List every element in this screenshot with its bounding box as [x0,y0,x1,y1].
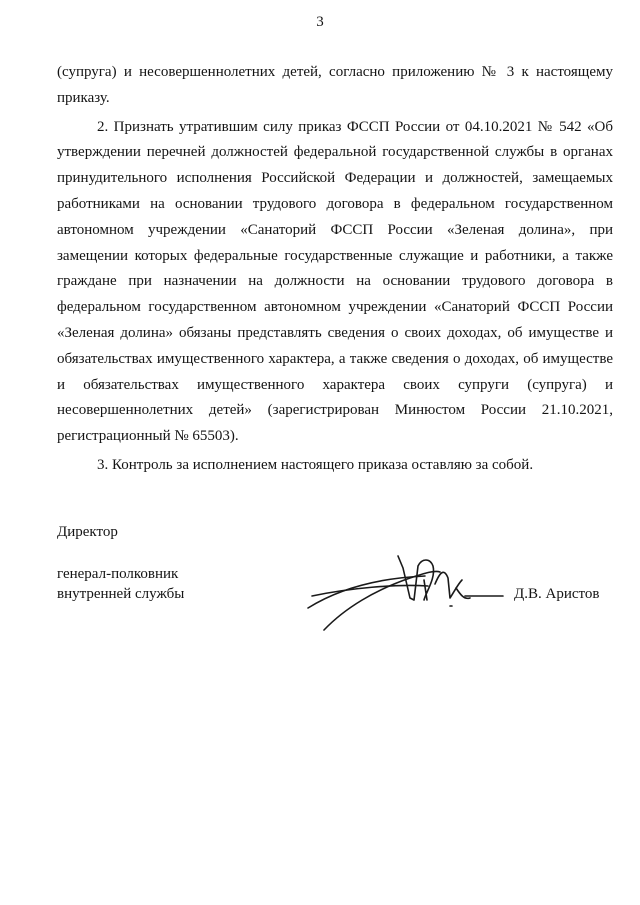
signer-position: Директор [57,524,118,540]
handwritten-signature [300,548,505,636]
signer-name: Д.В. Аристов [514,586,600,602]
signer-rank-line1: генерал-полковник [57,566,179,582]
paragraph-item-3: 3. Контроль за исполнением настоящего приказа оставляю за собой. [97,456,534,473]
signer-rank [57,564,184,604]
document-body [57,60,613,479]
paragraph-continuation: (супруга) и несовершеннолетних детей, согласно приложению № 3 к настоящему приказу. [57,64,613,106]
page-number: 3 [316,14,324,30]
paragraph-item-2: 2. Признать утратившим силу приказ ФССП России от 04.10.2021 № 542 «Об утверждении перечней должностей федеральной государственной службы в органах принудительного исполнения Российской Федерации и должностей, замещаемых работниками на основании трудового договора в федеральном государственном автономном учреждении «Санаторий ФССП России «Зеленая долина», при замещении которых федеральные государственные служащие и работники, а также граждане при назначении на должности на основании трудового договора в федеральном государственном автономном учреждении «Санаторий ФССП России «Зеленая долина» обязаны представлять сведения о своих доходах, об имуществе и обязательствах имущественного характера, а также сведения о доходах, об имуществе и обязательствах имущественного характера своих супруги (супруга) и несовершеннолетних детей» (зарегистрирован Минюстом России 21.10.2021, регистрационный № 65503). [57,118,613,445]
signer-rank-line2: внутренней службы [57,586,185,602]
